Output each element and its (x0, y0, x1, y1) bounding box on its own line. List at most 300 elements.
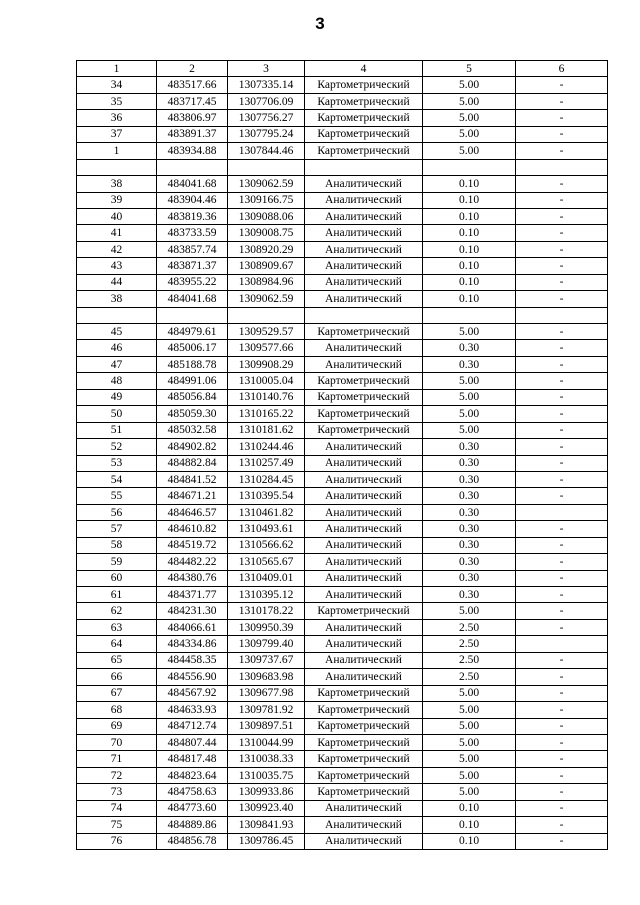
table-cell: 37 (77, 126, 157, 142)
table-cell: 1309062.59 (228, 291, 305, 307)
table-cell: Картометрический (305, 406, 423, 422)
table-cell: 485059.30 (157, 406, 228, 422)
table-cell (516, 159, 608, 175)
table-cell: 66 (77, 669, 157, 685)
table-row (77, 340, 608, 356)
table-cell: Аналитический (305, 241, 423, 257)
table-cell: 483934.88 (157, 143, 228, 159)
table-cell: 0.30 (423, 340, 516, 356)
table-row (77, 455, 608, 471)
table-cell: 484380.76 (157, 570, 228, 586)
table-cell: 2.50 (423, 652, 516, 668)
table-row (77, 291, 608, 307)
table-cell: 55 (77, 488, 157, 504)
table-row (77, 422, 608, 438)
table-cell: 483857.74 (157, 241, 228, 257)
table-cell: 74 (77, 800, 157, 816)
table-cell: Аналитический (305, 570, 423, 586)
table-cell: 483955.22 (157, 274, 228, 290)
table-cell: 1309737.67 (228, 652, 305, 668)
table-cell: 484371.77 (157, 587, 228, 603)
table-row (77, 603, 608, 619)
table-cell: 1307756.27 (228, 110, 305, 126)
table-cell: 40 (77, 208, 157, 224)
table-cell: 36 (77, 110, 157, 126)
column-header: 4 (305, 61, 423, 77)
table-cell: 484902.82 (157, 439, 228, 455)
table-cell: - (516, 422, 608, 438)
table-cell: - (516, 455, 608, 471)
table-row (77, 126, 608, 142)
table-cell: - (516, 225, 608, 241)
table-cell: Картометрический (305, 685, 423, 701)
table-row (77, 652, 608, 668)
table-cell: 1310181.62 (228, 422, 305, 438)
table-row (77, 619, 608, 635)
table-cell: 1310044.99 (228, 734, 305, 750)
table-cell: 5.00 (423, 751, 516, 767)
table-cell: Картометрический (305, 718, 423, 734)
table-cell: Картометрический (305, 734, 423, 750)
table-cell: 38 (77, 291, 157, 307)
table-cell (305, 307, 423, 323)
table-row (77, 734, 608, 750)
table-cell: - (516, 208, 608, 224)
table-cell: - (516, 554, 608, 570)
table-row (77, 373, 608, 389)
table-row (77, 356, 608, 372)
table-cell: Картометрический (305, 751, 423, 767)
table-cell: 484231.30 (157, 603, 228, 619)
table-cell: 0.10 (423, 833, 516, 849)
table-row (77, 817, 608, 833)
table-cell: - (516, 406, 608, 422)
table-cell: 483717.45 (157, 93, 228, 109)
table-cell: 1307795.24 (228, 126, 305, 142)
table-cell: 484856.78 (157, 833, 228, 849)
table-cell: 0.10 (423, 208, 516, 224)
table-cell: 53 (77, 455, 157, 471)
table-cell: 0.30 (423, 471, 516, 487)
table-cell: Аналитический (305, 537, 423, 553)
table-row (77, 570, 608, 586)
table-cell: 73 (77, 784, 157, 800)
table-cell: - (516, 537, 608, 553)
table-cell: Аналитический (305, 225, 423, 241)
table-cell: - (516, 93, 608, 109)
table-cell: 484807.44 (157, 734, 228, 750)
table-cell: Аналитический (305, 439, 423, 455)
table-cell: 57 (77, 521, 157, 537)
table-cell: 0.30 (423, 537, 516, 553)
table-cell: Картометрический (305, 110, 423, 126)
column-header: 2 (157, 61, 228, 77)
table-row (77, 636, 608, 652)
table-cell: 484712.74 (157, 718, 228, 734)
table-cell: 65 (77, 652, 157, 668)
table-cell: - (516, 471, 608, 487)
table-row (77, 176, 608, 192)
table-cell: Картометрический (305, 77, 423, 93)
table-cell: 63 (77, 619, 157, 635)
table-row (77, 208, 608, 224)
table-cell: - (516, 702, 608, 718)
table-cell: 483891.37 (157, 126, 228, 142)
table-cell: 0.30 (423, 488, 516, 504)
table-cell: 49 (77, 389, 157, 405)
table-cell: 0.10 (423, 241, 516, 257)
table-row (77, 537, 608, 553)
table-cell: 483871.37 (157, 258, 228, 274)
table-cell: 0.30 (423, 439, 516, 455)
table-cell: Картометрический (305, 143, 423, 159)
table-cell: - (516, 570, 608, 586)
table-row (77, 324, 608, 340)
table-cell: 484482.22 (157, 554, 228, 570)
table-cell: 1309781.92 (228, 702, 305, 718)
table-cell: 0.30 (423, 587, 516, 603)
table-row (77, 93, 608, 109)
table-row (77, 225, 608, 241)
table-cell (516, 504, 608, 520)
table-row (77, 159, 608, 175)
table-cell: 485006.17 (157, 340, 228, 356)
column-header: 1 (77, 61, 157, 77)
table-row (77, 504, 608, 520)
table-cell: 1309799.40 (228, 636, 305, 652)
table-row (77, 751, 608, 767)
table-cell: 1309841.93 (228, 817, 305, 833)
table-cell: 483806.97 (157, 110, 228, 126)
table-cell: 1309166.75 (228, 192, 305, 208)
table-cell: 0.30 (423, 570, 516, 586)
table-cell: 484567.92 (157, 685, 228, 701)
table-cell: Аналитический (305, 258, 423, 274)
table-cell: Картометрический (305, 126, 423, 142)
table-cell: 1308984.96 (228, 274, 305, 290)
table-cell: 5.00 (423, 718, 516, 734)
table-cell: 69 (77, 718, 157, 734)
table-row (77, 833, 608, 849)
table-row (77, 439, 608, 455)
table-cell: 484458.35 (157, 652, 228, 668)
table-cell: 1310493.61 (228, 521, 305, 537)
table-cell: 484633.93 (157, 702, 228, 718)
table-cell: 1310284.45 (228, 471, 305, 487)
table-cell: 1310038.33 (228, 751, 305, 767)
table-cell: 38 (77, 176, 157, 192)
table-cell: 1310461.82 (228, 504, 305, 520)
table-cell: 5.00 (423, 767, 516, 783)
table-cell: Аналитический (305, 817, 423, 833)
table-cell: 5.00 (423, 685, 516, 701)
table-cell (423, 307, 516, 323)
table-cell: 1310005.04 (228, 373, 305, 389)
table-cell: 46 (77, 340, 157, 356)
table-cell: - (516, 389, 608, 405)
table-cell: 1310140.76 (228, 389, 305, 405)
table-cell: 484041.68 (157, 291, 228, 307)
table-cell: 1310409.01 (228, 570, 305, 586)
table-cell: 1310035.75 (228, 767, 305, 783)
table-cell: 5.00 (423, 389, 516, 405)
table-cell: Аналитический (305, 669, 423, 685)
table-cell: 60 (77, 570, 157, 586)
table-cell: - (516, 77, 608, 93)
table-cell (157, 307, 228, 323)
table-cell: 483517.66 (157, 77, 228, 93)
table-cell: - (516, 439, 608, 455)
table-cell: - (516, 718, 608, 734)
table-cell: 50 (77, 406, 157, 422)
table-cell: 484991.06 (157, 373, 228, 389)
table-cell: Аналитический (305, 340, 423, 356)
table-cell: 483733.59 (157, 225, 228, 241)
table-cell: - (516, 274, 608, 290)
column-header: 5 (423, 61, 516, 77)
table-cell: 48 (77, 373, 157, 389)
table-row (77, 669, 608, 685)
table-cell: Аналитический (305, 587, 423, 603)
table-cell: Картометрический (305, 784, 423, 800)
table-cell: 484610.82 (157, 521, 228, 537)
table-cell: 44 (77, 274, 157, 290)
table-cell: - (516, 340, 608, 356)
table-cell: 0.10 (423, 176, 516, 192)
table-cell: 1309062.59 (228, 176, 305, 192)
table-cell: 1310565.67 (228, 554, 305, 570)
table-cell: 67 (77, 685, 157, 701)
table-cell: 484646.57 (157, 504, 228, 520)
table-cell: - (516, 784, 608, 800)
table-cell: 1309786.45 (228, 833, 305, 849)
table-cell: 2.50 (423, 669, 516, 685)
table-cell: 5.00 (423, 77, 516, 93)
table-cell: Аналитический (305, 356, 423, 372)
table-cell: - (516, 258, 608, 274)
table-cell: 0.10 (423, 225, 516, 241)
table-cell: - (516, 373, 608, 389)
table-cell: - (516, 488, 608, 504)
table-cell: 5.00 (423, 324, 516, 340)
table-cell: 484773.60 (157, 800, 228, 816)
table-cell: 1309677.98 (228, 685, 305, 701)
table-cell: Аналитический (305, 176, 423, 192)
table-cell: 1308920.29 (228, 241, 305, 257)
table-cell: Аналитический (305, 208, 423, 224)
table-cell: 484889.86 (157, 817, 228, 833)
table-cell: 1310395.12 (228, 587, 305, 603)
table-cell: Аналитический (305, 521, 423, 537)
table-cell: 1309008.75 (228, 225, 305, 241)
table-cell: 1310257.49 (228, 455, 305, 471)
table-cell: - (516, 734, 608, 750)
table-cell: - (516, 685, 608, 701)
table-cell: 5.00 (423, 93, 516, 109)
table-cell: 0.30 (423, 554, 516, 570)
table-cell: 35 (77, 93, 157, 109)
table-cell: Картометрический (305, 767, 423, 783)
table-cell: 484817.48 (157, 751, 228, 767)
table-cell: 0.10 (423, 274, 516, 290)
table-cell: Картометрический (305, 603, 423, 619)
table-cell: Аналитический (305, 554, 423, 570)
table-cell: Аналитический (305, 652, 423, 668)
table-cell: Аналитический (305, 636, 423, 652)
table-cell: 0.10 (423, 817, 516, 833)
table-cell: 485056.84 (157, 389, 228, 405)
table-cell (77, 307, 157, 323)
table-cell: 0.10 (423, 291, 516, 307)
table-cell: - (516, 800, 608, 816)
table-cell: 1309933.86 (228, 784, 305, 800)
table-cell: 484841.52 (157, 471, 228, 487)
table-cell: Аналитический (305, 619, 423, 635)
table-cell: 483904.46 (157, 192, 228, 208)
table-row (77, 702, 608, 718)
table-cell: 5.00 (423, 406, 516, 422)
table-cell (516, 636, 608, 652)
table-cell: 58 (77, 537, 157, 553)
table-cell: - (516, 603, 608, 619)
table-cell: - (516, 356, 608, 372)
table-cell: 1309897.51 (228, 718, 305, 734)
table-cell: 1307844.46 (228, 143, 305, 159)
table-row (77, 307, 608, 323)
table-cell: 1308909.67 (228, 258, 305, 274)
table-header-row (77, 61, 608, 77)
table-cell: Картометрический (305, 422, 423, 438)
table-cell: 484758.63 (157, 784, 228, 800)
table-cell: 2.50 (423, 619, 516, 635)
column-header: 3 (228, 61, 305, 77)
table-cell: 5.00 (423, 734, 516, 750)
table-row (77, 767, 608, 783)
table-cell: Аналитический (305, 833, 423, 849)
table-cell: 0.30 (423, 504, 516, 520)
table-cell: 43 (77, 258, 157, 274)
table-cell: 5.00 (423, 702, 516, 718)
table-cell: 5.00 (423, 110, 516, 126)
table-cell: - (516, 587, 608, 603)
table-row (77, 241, 608, 257)
table-cell: 484556.90 (157, 669, 228, 685)
table-cell: - (516, 291, 608, 307)
table-cell: 62 (77, 603, 157, 619)
table-cell: 5.00 (423, 422, 516, 438)
table-cell (228, 159, 305, 175)
table-cell: 484823.64 (157, 767, 228, 783)
table-cell: Картометрический (305, 389, 423, 405)
table-row (77, 471, 608, 487)
table-cell: 41 (77, 225, 157, 241)
page-number: 3 (315, 14, 325, 33)
table-cell: 76 (77, 833, 157, 849)
table-row (77, 274, 608, 290)
table-cell: 1310395.54 (228, 488, 305, 504)
table-cell: 484519.72 (157, 537, 228, 553)
table-cell: 483819.36 (157, 208, 228, 224)
table-cell (305, 159, 423, 175)
table-cell: 54 (77, 471, 157, 487)
table-row (77, 192, 608, 208)
table-cell: - (516, 817, 608, 833)
table-cell: - (516, 619, 608, 635)
table-cell: 0.30 (423, 455, 516, 471)
table-cell: 1310165.22 (228, 406, 305, 422)
table-cell: 1310566.62 (228, 537, 305, 553)
table-cell: 70 (77, 734, 157, 750)
table-cell: 56 (77, 504, 157, 520)
table-cell: 51 (77, 422, 157, 438)
table-row (77, 784, 608, 800)
table-cell: 75 (77, 817, 157, 833)
table-cell: 52 (77, 439, 157, 455)
table-cell: Картометрический (305, 373, 423, 389)
table-cell: 0.10 (423, 800, 516, 816)
table-cell: - (516, 176, 608, 192)
table-cell: 5.00 (423, 373, 516, 389)
table-cell: 484671.21 (157, 488, 228, 504)
table-cell: 1309529.57 (228, 324, 305, 340)
table-cell: - (516, 324, 608, 340)
table-cell (77, 159, 157, 175)
table-cell: 45 (77, 324, 157, 340)
table-cell: 0.30 (423, 521, 516, 537)
table-cell: Аналитический (305, 800, 423, 816)
table-cell: 484334.86 (157, 636, 228, 652)
table-cell: 34 (77, 77, 157, 93)
table-cell: Аналитический (305, 192, 423, 208)
table-cell: 484979.61 (157, 324, 228, 340)
table-cell: 485188.78 (157, 356, 228, 372)
table-cell: - (516, 652, 608, 668)
table-cell: - (516, 669, 608, 685)
table-cell: 1307335.14 (228, 77, 305, 93)
table-row (77, 389, 608, 405)
table-cell: 0.10 (423, 192, 516, 208)
table-cell: 1309577.66 (228, 340, 305, 356)
table-cell: Картометрический (305, 324, 423, 340)
table-cell: 64 (77, 636, 157, 652)
table-row (77, 77, 608, 93)
table-cell: 1309908.29 (228, 356, 305, 372)
table-cell: Аналитический (305, 274, 423, 290)
table-cell: 485032.58 (157, 422, 228, 438)
table-row (77, 554, 608, 570)
table-cell: - (516, 833, 608, 849)
table-cell: 1 (77, 143, 157, 159)
table-cell: - (516, 192, 608, 208)
table-cell: Аналитический (305, 291, 423, 307)
table-cell: 1309950.39 (228, 619, 305, 635)
table-cell: - (516, 751, 608, 767)
table-cell: Аналитический (305, 488, 423, 504)
table-cell: 72 (77, 767, 157, 783)
table-row (77, 258, 608, 274)
table-cell: 1310178.22 (228, 603, 305, 619)
table-cell: - (516, 521, 608, 537)
table-cell: 5.00 (423, 784, 516, 800)
table-row (77, 488, 608, 504)
table-cell: - (516, 126, 608, 142)
table-cell: 0.30 (423, 356, 516, 372)
table-cell (423, 159, 516, 175)
table-cell: 47 (77, 356, 157, 372)
table-cell: 42 (77, 241, 157, 257)
table-cell (157, 159, 228, 175)
table-cell: 1309088.06 (228, 208, 305, 224)
